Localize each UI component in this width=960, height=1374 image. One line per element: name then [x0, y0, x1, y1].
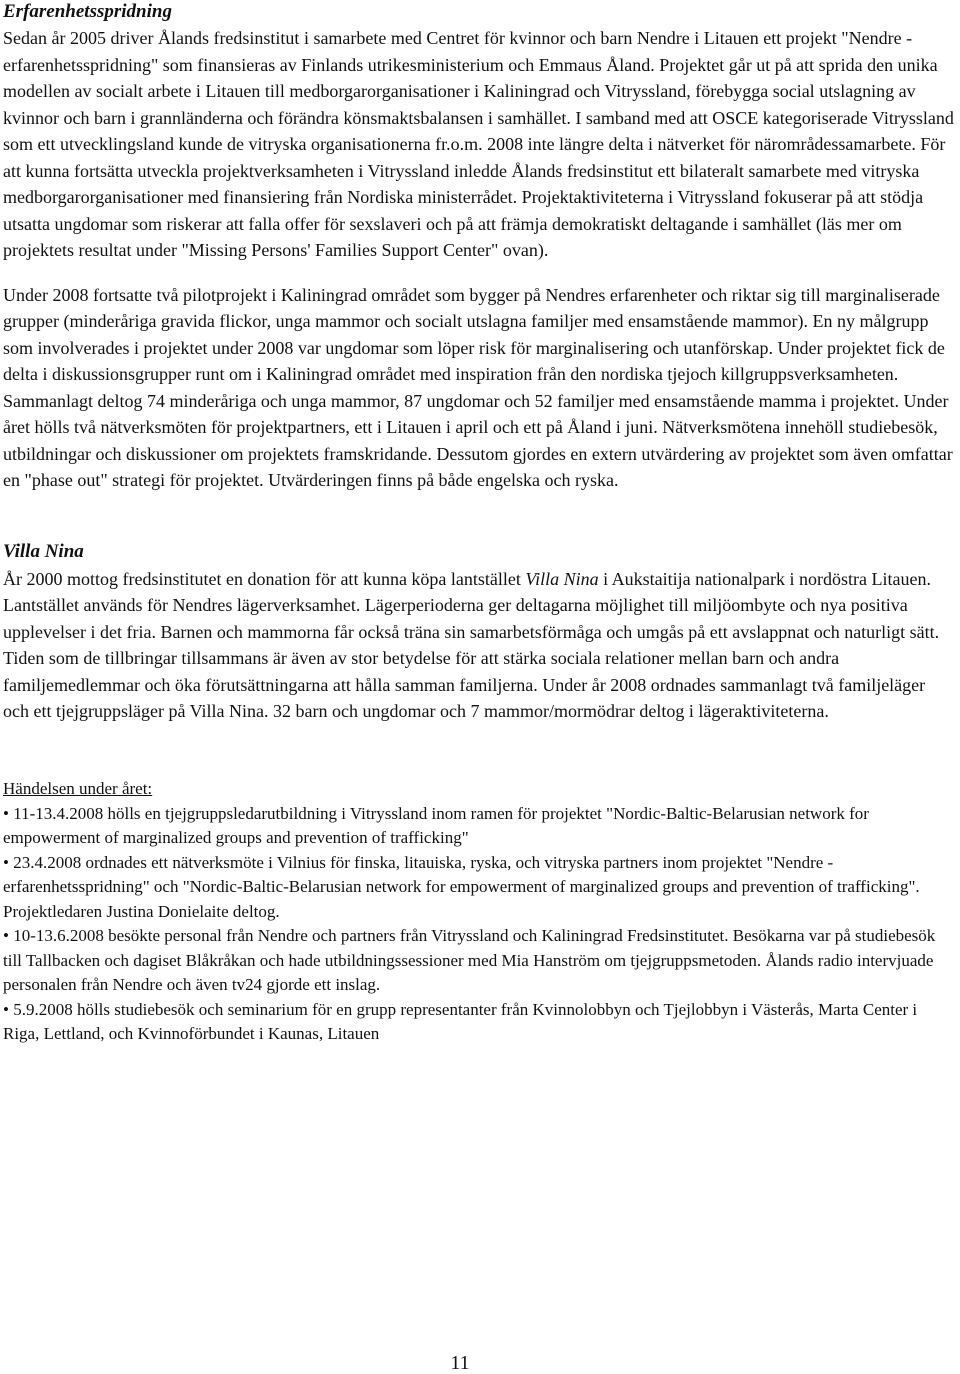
section-title-villa-nina: Villa Nina — [3, 540, 84, 562]
paragraph-1-part-a: Sedan år 2005 driver Ålands fredsinstitut i samarbete med Centret för kvinnor och barn Nendre i Litauen ett projekt "Nendre - erfarenhetsspridning" som finansieras av Finlands utrikesministerium och Emmaus Åland. — [3, 28, 913, 75]
page-number: 11 — [450, 1352, 470, 1374]
list-item: • 11-13.4.2008 hölls en tjejgruppsledarutbildning i Vitryssland inom ramen för projektet "Nordic-Baltic-Belarusian network for empowerment of marginalized groups and prevention of trafficking" — [3, 802, 955, 851]
list-item: • 10-13.6.2008 besökte personal från Nendre och partners från Vitryssland och Kaliningrad Fredsinstitutet. Besökarna var på studiebesök till Tallbacken och dagiset Blåkråkan och hade utbildningssessioner med Mia Hanström om tjejgruppsmetoden. Ålands radio intervjuade personalen från Nendre och även tv24 gjorde ett inslag. — [3, 924, 955, 998]
list-item: • 23.4.2008 ordnades ett nätverksmöte i Vilnius för finska, litauiska, ryska, och vitryska partners inom projektet "Nendre - erfarenhetsspridning" och "Nordic-Baltic-Belarusian network for empowerment of marginalized groups and prevention of trafficking". Projektledaren Justina Donielaite deltog. — [3, 851, 955, 925]
paragraph-erfarenhetsspridning-2: Under 2008 fortsatte två pilotprojekt i Kaliningrad området som bygger på Nendres erfarenheter och riktar sig till marginaliserade grupper (minderåriga gravida flickor, unga mammor och socialt utslagna familjer med ensamstående mammor). En ny målgrupp som involverades i projektet under 2008 var ungdomar som löper risk för marginalisering och utanförskap. Under projektet fick de delta i diskussionsgrupper runt om i Kaliningrad området med inspiration från den nordiska tjejoch killgruppsverksamheten. Sammanlagt deltog 74 minderåriga och unga mammor, 87 ungdomar och 52 familjer med ensamstående mamma i projektet. Under året hölls två nätverksmöten för projektpartners, ett i Litauen i april och ett på Åland i juni. Nätverksmötena innehöll studiebesök, utbildningar och diskussioner om projektets framskridande. Dessutom gjordes en extern utvärdering av projektet som även omfattar en "phase out" strategi för projektet. Utvärderingen finns på både engelska och ryska. — [3, 284, 953, 490]
document-page — [3, 0, 955, 1047]
paragraph-1-part-b: Projektet går ut på att sprida den unika modellen av socialt arbete i Litauen till medborgarorganisationer i Kaliningrad och Vitryssland, förebygga social utslagning av kvinnor och barn i grannländerna och förändra könsmaktsbalansen i samhället. — [3, 54, 938, 128]
paragraph-1-part-c: I samband med att OSCE kategoriserade Vitryssland som ett utvecklingsland kunde de vitryska organisationerna fr.o.m. 2008 inte längre delta i nätverket för närområdessamarbete. — [3, 107, 954, 154]
events-list — [3, 802, 955, 1047]
villa-nina-text-after: i Aukstaitija nationalpark i nordöstra Litauen. Lantstället används för Nendres lägerverksamhet. Lägerperioderna ger deltagarna möjlighet till miljöombyte och nya positiva upplevelser i det fria. Barnen och mammorna får också träna sin samarbetsförmåga och umgås på ett avslappnat och naturligt sätt. Tiden som de tillbringar tillsammans är även av stor betydelse för att stärka sociala relationer mellan barn och andra familjemedlemmar och öka förutsättningarna att hålla samman familjerna. Under år 2008 ordnades sammanlagt två familjeläger och ett tjejgruppsläger på Villa Nina. 32 barn och ungdomar och 7 mammor/mormödrar deltog i lägeraktiviteterna. — [3, 568, 940, 721]
villa-nina-text-before: År 2000 mottog fredsinstitutet en donation för att kunna köpa lantstället — [3, 568, 526, 589]
paragraph-1-part-d: För att kunna fortsätta utveckla projektverksamheten i Vitryssland inledde Ålands fredsinstitut ett bilateralt samarbete med vitryska medborgarorganisationer med finansiering från Nordiska ministerrådet. Projektaktiviteterna i Vitryssland fokuserar på att stödja utsatta ungdomar som riskerar att falla offer för sexslaveri och på att främja demokratiskt deltagande i samhället (läs mer om projektets resultat under "Missing Persons' Families Support Center" ovan). — [3, 134, 946, 260]
paragraph-erfarenhetsspridning-1 — [3, 25, 955, 264]
paragraph-villa-nina — [3, 566, 955, 725]
section-title-erfarenhetsspridning: Erfarenhetsspridning — [3, 1, 172, 22]
list-item: • 5.9.2008 hölls studiebesök och seminarium för en grupp representanter från Kvinnolobbyn och Tjejlobbyn i Västerås, Marta Center i Riga, Lettland, och Kvinnoförbundet i Kaunas, Litauen — [3, 998, 955, 1047]
villa-nina-emphasis: Villa Nina — [525, 568, 599, 589]
events-heading: Händelsen under året: — [3, 778, 153, 798]
